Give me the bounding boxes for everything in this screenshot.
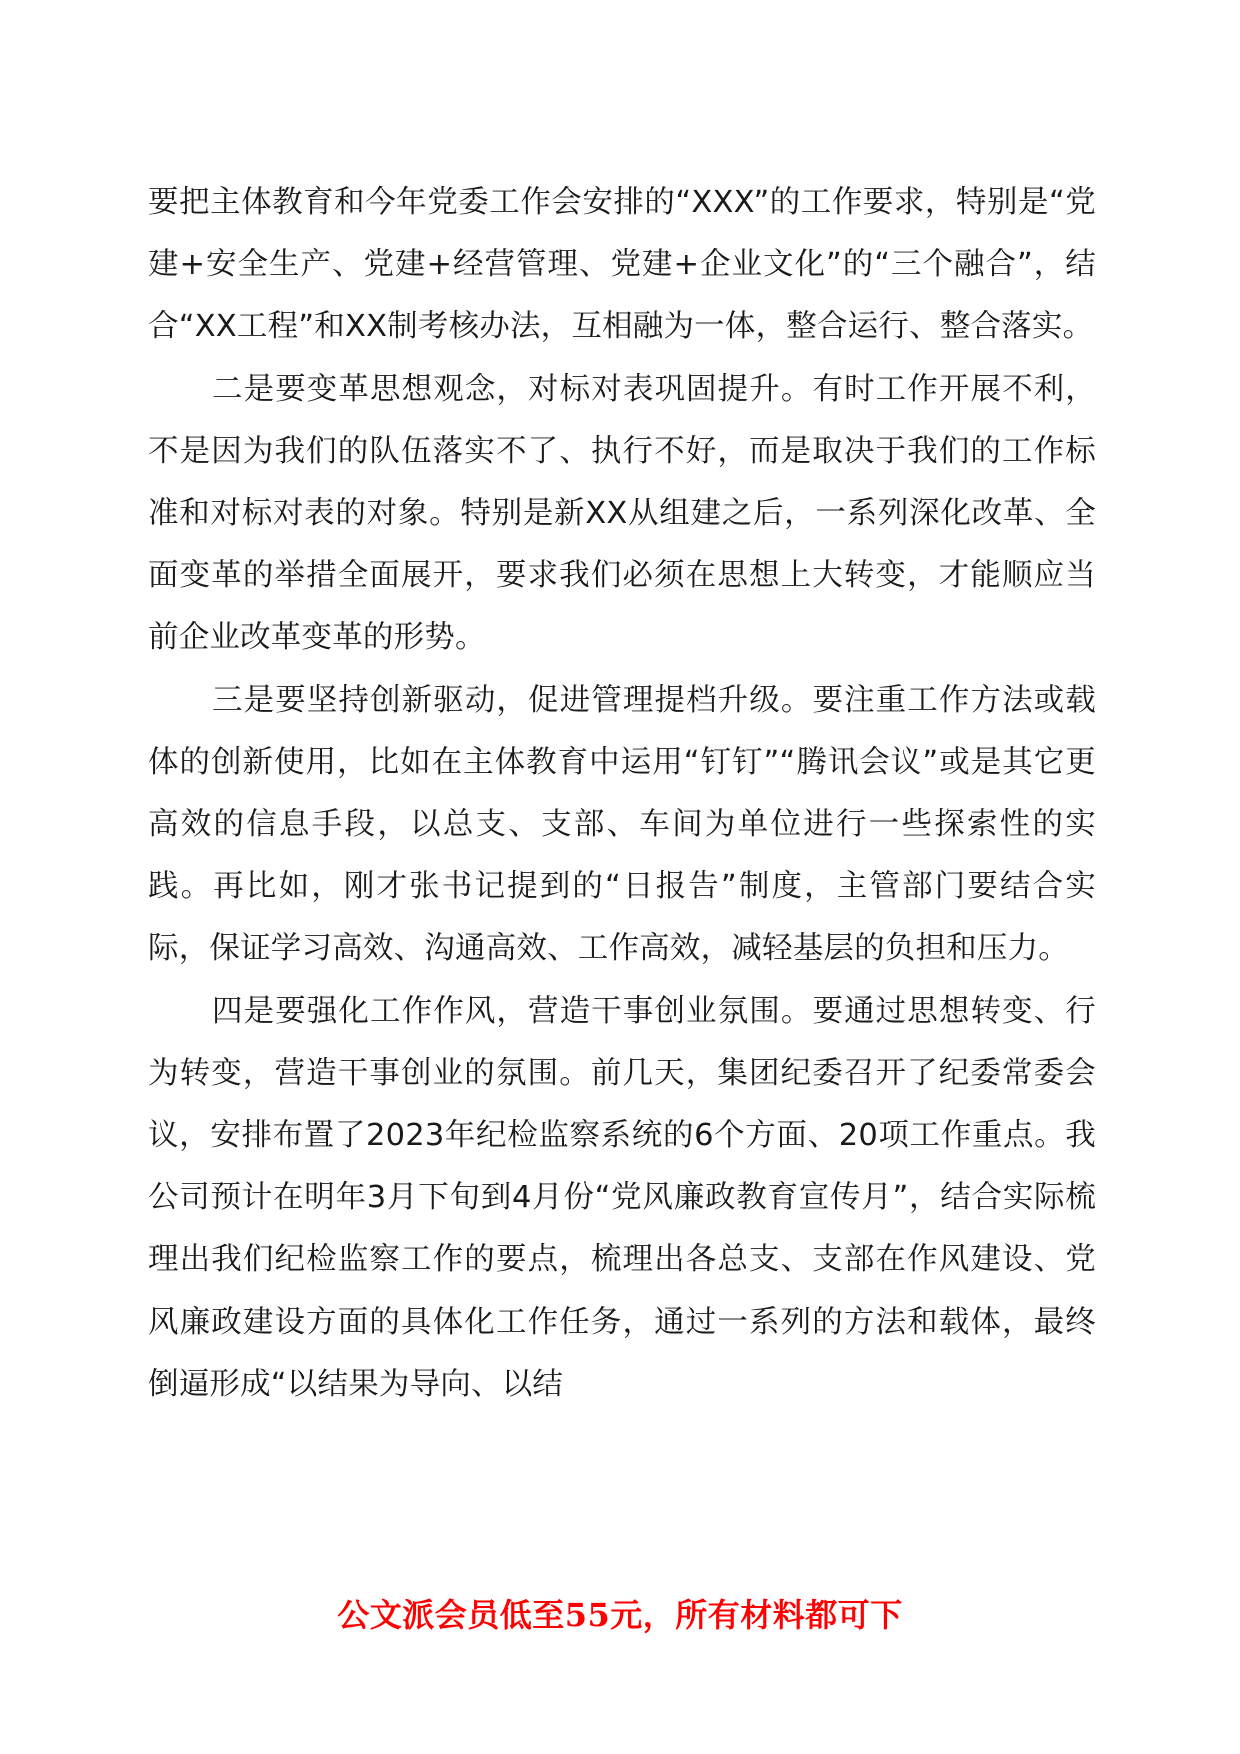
paragraph-point-two: 二是要变革思想观念，对标对表巩固提升。有时工作开展不利，不是因为我们的队伍落实不了、执行不好，而是取决于我们的工作标准和对标对表的对象。特别是新XX从组建之后，一系列深化改革、全面变革的举措全面展开，要求我们必须在思想上大转变，才能顺应当前企业改革变革的形势。 (148, 371, 1096, 656)
paragraph-continuation: 要把主体教育和今年党委工作会安排的“XXX”的工作要求，特别是“党建+安全生产、党建+经营管理、党建+企业文化”的“三个融合”，结合“XX工程”和XX制考核办法，互相融为一体，整合运行、整合落实。 (148, 185, 1096, 345)
document-body (148, 172, 1096, 1416)
membership-promo-banner: 公文派会员低至55元，所有材料都可下 (337, 1596, 903, 1634)
paragraph-point-four: 四是要强化工作作风，营造干事创业氛围。要通过思想转变、行为转变，营造干事创业的氛围。前几天，集团纪委召开了纪委常委会议，安排布置了2023年纪检监察系统的6个方面、20项工作重点。我公司预计在明年3月下旬到4月份“党风廉政教育宣传月”，结合实际梳理出我们纪检监察工作的要点，梳理出各总支、支部在作风建设、党风廉政建设方面的具体化工作任务，通过一系列的方法和载体，最终倒逼形成“以结果为导向、以结 (148, 993, 1096, 1402)
paragraph-point-three: 三是要坚持创新驱动，促进管理提档升级。要注重工作方法或载体的创新使用，比如在主体教育中运用“钉钉”“腾讯会议”或是其它更高效的信息手段，以总支、支部、车间为单位进行一些探索性的实践。再比如，刚才张书记提到的“日报告”制度，主管部门要结合实际，保证学习高效、沟通高效、工作高效，减轻基层的负担和压力。 (148, 682, 1096, 967)
